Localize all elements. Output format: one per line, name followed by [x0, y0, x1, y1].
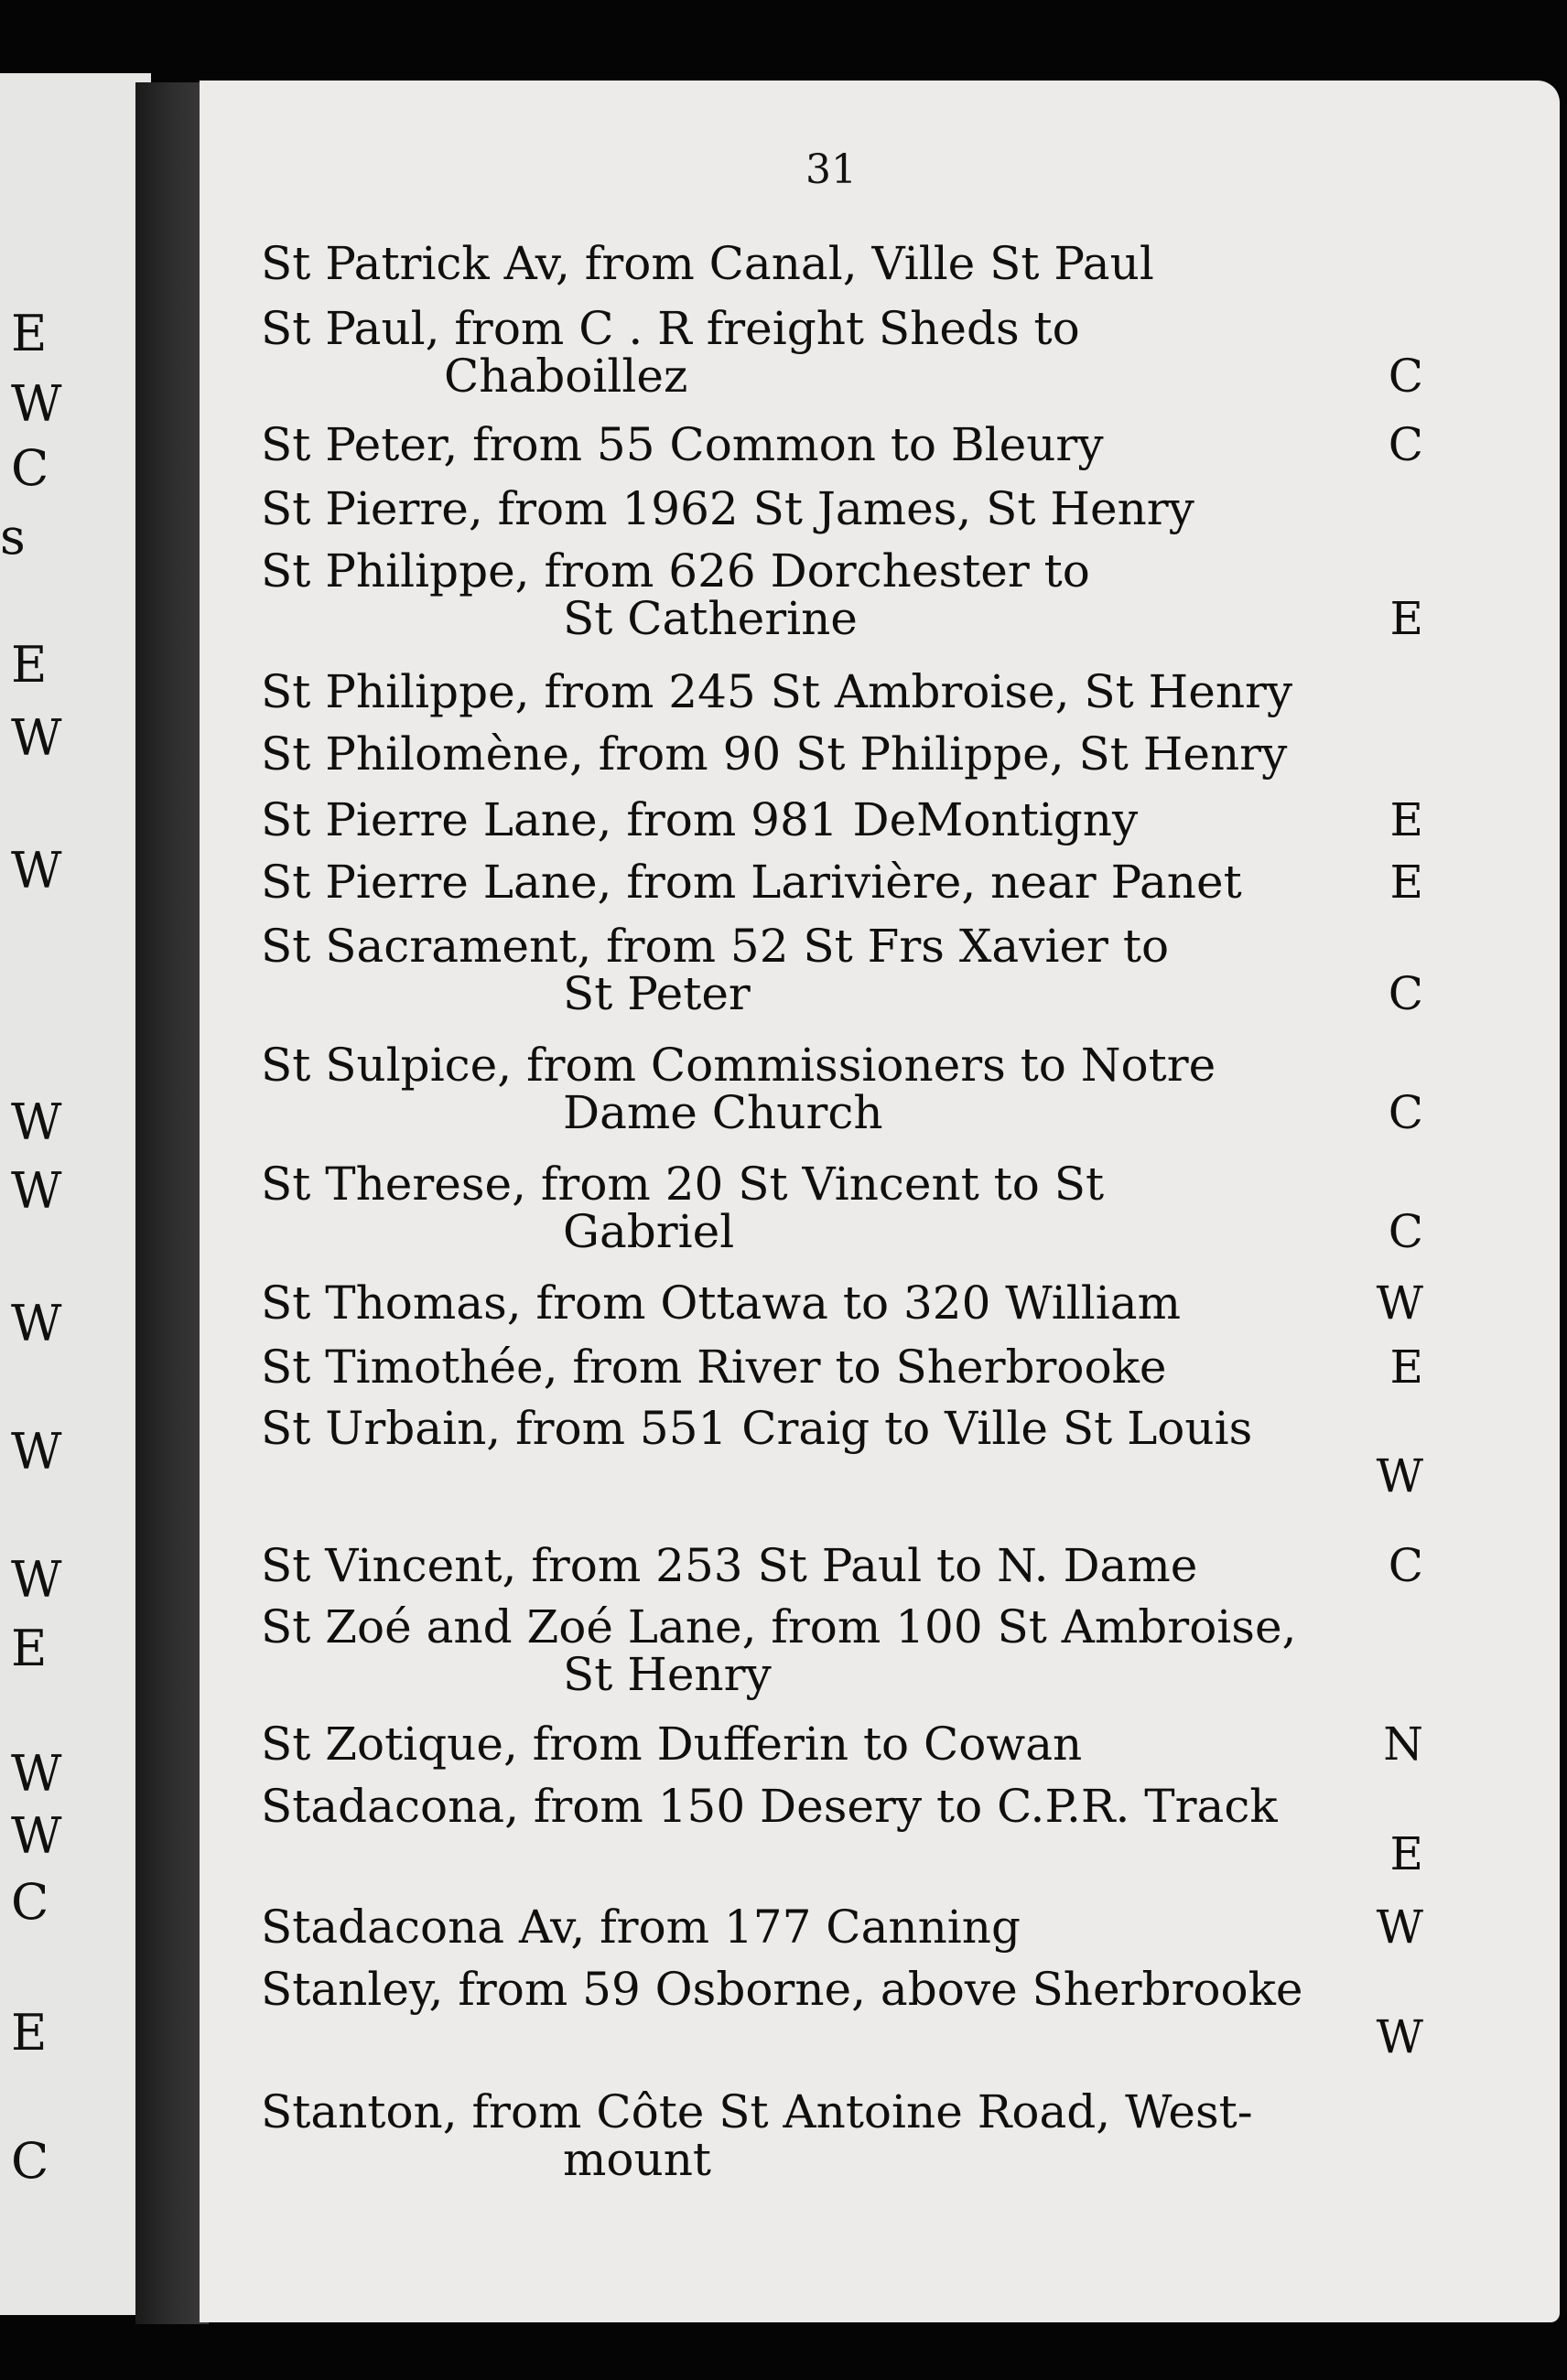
ward-code: E	[1389, 856, 1423, 909]
street-continuation-line: St Henry	[563, 1648, 772, 1701]
directory-entry	[261, 1782, 1423, 1878]
directory-entry	[261, 418, 1423, 471]
street-continuation-line: Gabriel	[563, 1205, 735, 1258]
directory-entry	[261, 793, 1423, 846]
margin-letter: E	[11, 2004, 48, 2062]
street-continuation-line: Dame Church	[563, 1086, 883, 1139]
directory-entry	[261, 302, 1423, 403]
directory-entry	[261, 665, 1423, 718]
margin-letter: s	[0, 508, 26, 565]
margin-letter: W	[11, 375, 62, 433]
directory-entry	[261, 1276, 1423, 1330]
street-name-line: St Urbain, from 551 Craig to Ville St Louis	[261, 1402, 1253, 1455]
street-name-line: Stadacona, from 150 Desery to C.P.R. Track	[261, 1780, 1278, 1833]
margin-letter: E	[11, 1620, 48, 1677]
ward-code: W	[1376, 1276, 1423, 1330]
street-name-line: St Thomas, from Ottawa to 320 William	[261, 1276, 1181, 1330]
street-continuation-line: mount	[563, 2133, 712, 2186]
directory-entry	[261, 1901, 1423, 1954]
directory-entry	[261, 1158, 1423, 1258]
margin-letter: W	[11, 1551, 62, 1609]
ward-code: C	[1388, 1539, 1423, 1592]
directory-entry	[261, 727, 1423, 781]
margin-letter: W	[11, 1423, 62, 1481]
directory-entry	[261, 1402, 1423, 1502]
ward-code: C	[1388, 418, 1423, 471]
ward-code: E	[1389, 592, 1423, 645]
ward-code: E	[1389, 793, 1423, 846]
margin-letter: W	[11, 709, 62, 767]
street-name-line: St Philippe, from 626 Dorchester to	[261, 544, 1090, 598]
street-name-line: St Philippe, from 245 St Ambroise, St Henry	[261, 665, 1293, 718]
street-name-line: St Vincent, from 253 St Paul to N. Dame	[261, 1539, 1198, 1592]
street-name-line: St Zotique, from Dufferin to Cowan	[261, 1718, 1083, 1771]
directory-entry	[261, 922, 1423, 1018]
street-name-line: Stanley, from 59 Osborne, above Sherbrooke	[261, 1963, 1303, 2016]
ward-code: E	[1389, 1341, 1423, 1394]
ward-code: C	[1388, 1205, 1423, 1258]
street-continuation-line: St Catherine	[563, 592, 858, 645]
directory-entry	[261, 1341, 1423, 1394]
directory-entry	[261, 1718, 1423, 1771]
street-name-line: Stadacona Av, from 177 Canning	[261, 1901, 1021, 1954]
directory-entry	[261, 1965, 1423, 2061]
ward-code: C	[1388, 1086, 1423, 1139]
street-name-line: St Pierre Lane, from Larivière, near Panet	[261, 856, 1242, 909]
margin-letter: E	[11, 636, 48, 694]
street-name-line: St Therese, from 20 St Vincent to St	[261, 1158, 1105, 1211]
margin-letter: E	[11, 305, 48, 362]
margin-letter: W	[11, 1745, 62, 1803]
street-name-line: St Zoé and Zoé Lane, from 100 St Ambroise,	[261, 1600, 1297, 1653]
street-continuation-line: St Peter	[563, 967, 751, 1020]
street-name-line: St Peter, from 55 Common to Bleury	[261, 418, 1104, 471]
ward-code: W	[1376, 1449, 1423, 1502]
street-name-line: St Paul, from C . R freight Sheds to	[261, 302, 1080, 355]
ward-code: W	[1376, 1901, 1423, 1954]
margin-letter: W	[11, 1093, 62, 1151]
directory-entry	[261, 856, 1423, 909]
street-name-line: St Philomène, from 90 St Philippe, St Henry	[261, 727, 1288, 781]
directory-entry	[261, 2085, 1423, 2186]
directory-entry	[261, 1600, 1423, 1701]
previous-page-edge	[0, 73, 151, 2315]
street-name-line: St Patrick Av, from Canal, Ville St Paul	[261, 237, 1154, 290]
ward-code: C	[1388, 350, 1423, 403]
margin-letter: W	[11, 1162, 62, 1220]
directory-entry	[261, 482, 1423, 535]
margin-letter: W	[11, 1807, 62, 1865]
street-continuation-line: Chaboillez	[444, 350, 688, 403]
margin-letter: W	[11, 1295, 62, 1352]
street-name-line: St Pierre Lane, from 981 DeMontigny	[261, 793, 1139, 846]
street-name-line: Stanton, from Côte St Antoine Road, West-	[261, 2085, 1253, 2138]
ward-code: E	[1389, 1827, 1423, 1880]
book-spine	[135, 82, 209, 2324]
margin-letter: C	[11, 439, 49, 497]
margin-letter: C	[11, 1873, 49, 1931]
ward-code: N	[1383, 1718, 1423, 1771]
directory-entry	[261, 1539, 1423, 1592]
directory-entry	[261, 1039, 1423, 1139]
street-name-line: St Timothée, from River to Sherbrooke	[261, 1341, 1167, 1394]
ward-code: C	[1388, 967, 1423, 1020]
street-name-line: St Sulpice, from Commissioners to Notre	[261, 1039, 1216, 1092]
directory-entry	[261, 237, 1423, 290]
street-name-line: St Pierre, from 1962 St James, St Henry	[261, 482, 1194, 535]
street-name-line: St Sacrament, from 52 St Frs Xavier to	[261, 920, 1170, 973]
margin-letter: W	[11, 842, 62, 899]
directory-entry	[261, 544, 1423, 645]
ward-code: W	[1376, 2010, 1423, 2063]
margin-letter: C	[11, 2132, 49, 2190]
page-number: 31	[805, 146, 857, 193]
